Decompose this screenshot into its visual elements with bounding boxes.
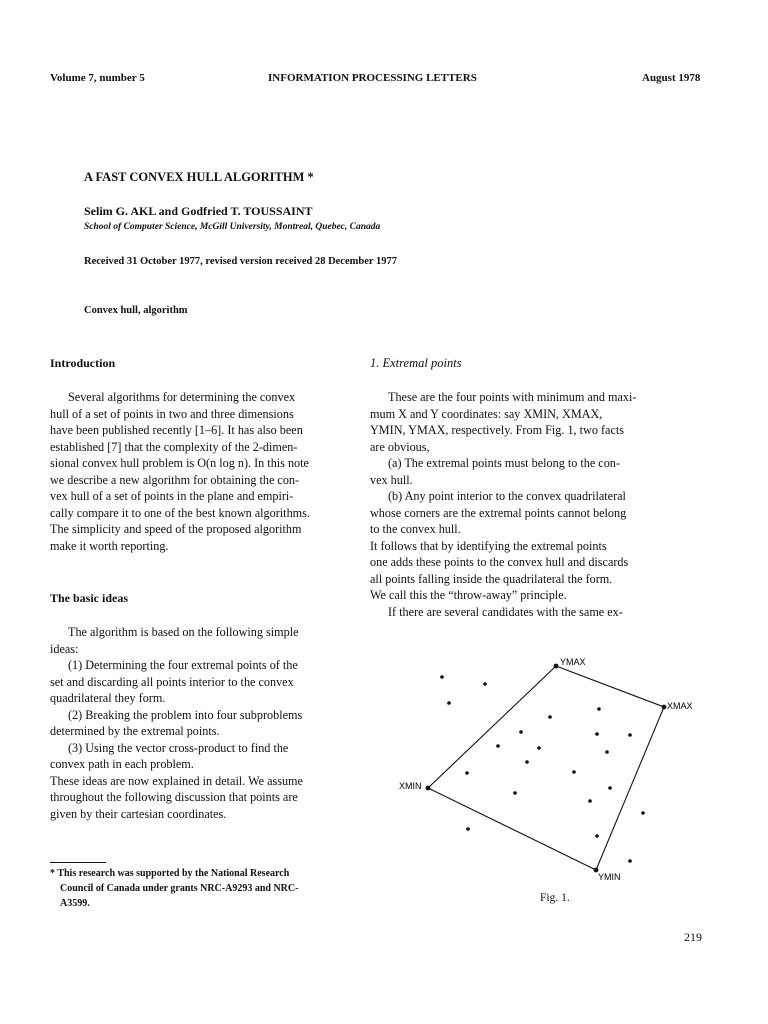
body-line: one adds these points to the convex hull and discards: [370, 555, 629, 569]
data-point: [588, 799, 592, 803]
extremal-points: [426, 664, 667, 873]
body-line: vex hull.: [370, 472, 413, 487]
data-point: [595, 732, 599, 736]
ymax-label: YMAX: [560, 657, 586, 667]
data-point: [548, 715, 552, 719]
introduction-heading: Introduction: [50, 356, 116, 370]
data-point: [483, 682, 487, 686]
extremal-points-heading: 1. Extremal points: [370, 356, 462, 370]
data-point: [465, 771, 469, 775]
volume-number: Volume 7, number 5: [50, 72, 145, 84]
page-number: 219: [684, 930, 702, 944]
ymax-point: [554, 664, 559, 669]
body-line: we describe a new algorithm for obtaining the con-: [50, 472, 300, 487]
body-line: throughout the following discussion that points are: [50, 790, 298, 804]
data-point: [572, 770, 576, 774]
body-line: to the convex hull.: [370, 522, 461, 536]
extremal-quadrilateral: [428, 666, 664, 870]
issue-date: August 1978: [642, 72, 701, 84]
body-line: whose corners are the extremal points cannot belong: [370, 505, 627, 520]
body-line: cally compare it to one of the best known algorithms.: [50, 505, 310, 520]
xmin-point: [426, 786, 431, 791]
paper-title: A FAST CONVEX HULL ALGORITHM *: [84, 170, 314, 184]
point-set: [440, 675, 645, 863]
data-point: [641, 811, 645, 815]
data-point: [466, 827, 470, 831]
body-line: determined by the extremal points.: [50, 724, 220, 738]
basic-ideas-heading: The basic ideas: [50, 591, 129, 605]
data-point: [597, 707, 601, 711]
body-line: These are the four points with minimum and maxi-: [388, 390, 637, 404]
data-point: [447, 701, 451, 705]
body-line: quadrilateral they form.: [50, 691, 166, 705]
data-point: [608, 786, 612, 790]
data-point: [537, 746, 541, 750]
footnote-line: Council of Canada under grants NRC-A9293 and NRC-: [60, 883, 299, 894]
keywords: Convex hull, algorithm: [84, 305, 188, 316]
footnote-line: * This research was supported by the National Research: [50, 868, 290, 879]
body-line: have been published recently [1–6]. It has also been: [50, 423, 303, 437]
data-point: [525, 760, 529, 764]
body-line: Several algorithms for determining the convex: [68, 390, 296, 404]
body-line: are obvious,: [370, 439, 430, 454]
journal-name: INFORMATION PROCESSING LETTERS: [268, 72, 477, 84]
body-line: convex path in each problem.: [50, 757, 194, 771]
body-line: (a) The extremal points must belong to the con-: [388, 456, 620, 470]
data-point: [595, 834, 599, 838]
body-line: (2) Breaking the problem into four subproblems: [68, 707, 303, 722]
body-line: These ideas are now explained in detail. We assume: [50, 773, 303, 788]
xmax-label: XMAX: [667, 701, 693, 711]
body-line: all points falling inside the quadrilateral the form.: [370, 571, 613, 586]
body-line: (3) Using the vector cross-product to find the: [68, 740, 289, 755]
body-line: hull of a set of points in two and three dimensions: [50, 406, 294, 421]
received-dates: Received 31 October 1977, revised version received 28 December 1977: [84, 256, 397, 267]
data-point: [519, 730, 523, 734]
body-line: established [7] that the complexity of the 2-dimen-: [50, 439, 298, 454]
data-point: [605, 750, 609, 754]
body-line: vex hull of a set of points in the plane and empiri-: [50, 489, 294, 503]
footnote-line: A3599.: [60, 898, 90, 909]
body-line: We call this the “throw-away” principle.: [370, 588, 567, 602]
body-line: set and discarding all points interior to the convex: [50, 674, 294, 689]
body-line: The simplicity and speed of the proposed algorithm: [50, 522, 302, 536]
ymin-label: YMIN: [598, 872, 621, 882]
body-line: (b) Any point interior to the convex quadrilateral: [388, 489, 626, 503]
data-point: [628, 733, 632, 737]
xmax-point: [662, 705, 667, 710]
body-line: It follows that by identifying the extremal points: [370, 538, 607, 553]
body-line: (1) Determining the four extremal points of the: [68, 658, 298, 672]
paper-authors: Selim G. AKL and Godfried T. TOUSSAINT: [84, 204, 313, 218]
body-line: sional convex hull problem is O(n log n). In this note: [50, 456, 309, 470]
body-line: ideas:: [50, 641, 79, 656]
author-affiliation: School of Computer Science, McGill University, Montreal, Quebec, Canada: [84, 222, 381, 232]
body-line: make it worth reporting.: [50, 538, 169, 553]
body-line: If there are several candidates with the same ex-: [388, 604, 623, 619]
data-point: [628, 859, 632, 863]
figure-caption: Fig. 1.: [540, 892, 570, 904]
data-point: [496, 744, 500, 748]
data-point: [513, 791, 517, 795]
body-line: given by their cartesian coordinates.: [50, 806, 227, 821]
xmin-label: XMIN: [399, 781, 422, 791]
body-line: YMIN, YMAX, respectively. From Fig. 1, two facts: [370, 423, 624, 437]
body-line: The algorithm is based on the following simple: [68, 625, 299, 639]
data-point: [440, 675, 444, 679]
body-line: mum X and Y coordinates: say XMIN, XMAX,: [370, 406, 603, 421]
